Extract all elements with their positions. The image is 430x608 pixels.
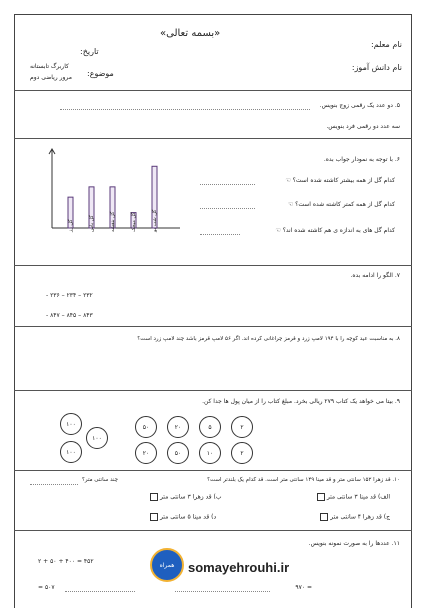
q10-option-c[interactable] xyxy=(318,513,390,521)
pointing-hand-icon: ☜ xyxy=(287,201,294,208)
coin-100[interactable]: ۱۰۰ xyxy=(60,413,82,435)
q11-item-2: ۹۷۰ = xyxy=(295,584,312,591)
coin-100[interactable]: ۱۰۰ xyxy=(60,441,82,463)
q10-option-d-label: د) قد مینا ۵ سانتی متر xyxy=(160,513,217,521)
coin-2[interactable]: ۲ xyxy=(231,416,253,438)
q6-answer-line-2 xyxy=(200,208,255,209)
q10-answer-line xyxy=(30,484,78,485)
site-url[interactable]: somayehrouhi.ir xyxy=(188,560,290,575)
q6-divider xyxy=(14,265,412,266)
coin-2[interactable]: ۲ xyxy=(231,442,253,464)
q10-divider xyxy=(14,530,412,531)
checkbox[interactable] xyxy=(317,493,325,501)
coin-10[interactable]: ۱۰ xyxy=(199,442,221,464)
pointing-hand-icon: ☜ xyxy=(285,177,291,184)
q8-divider xyxy=(14,390,412,391)
q10-option-b-label: ب) قد زهرا ۳ سانتی متر xyxy=(160,493,222,501)
subject-value-2: مرور ریاضی دوم xyxy=(30,74,72,81)
x-tick-label: گل شب بو xyxy=(152,209,158,232)
q5-answer-line1 xyxy=(60,109,310,110)
q10-option-b[interactable] xyxy=(148,493,222,501)
q5-divider xyxy=(14,138,412,139)
q10-option-a-label: الف) قد مینا ۳ سانتی متر xyxy=(326,493,390,501)
q7-divider xyxy=(14,326,412,327)
q6-item-2-text: کدام گل از همه کمتر کاشته شده است؟ xyxy=(295,201,395,208)
q6-title: ۶. با توجه به نمودار جواب بده. xyxy=(323,156,400,163)
q6-item-2 xyxy=(288,201,395,208)
x-tick-label: گل رز xyxy=(68,219,74,232)
q11-title: ۱۱. عددها را به صورت نمونه بنویس. xyxy=(308,540,400,547)
q6-item-3 xyxy=(275,227,395,234)
x-tick-label: گل بنفشه xyxy=(110,211,116,232)
page-title: «بسمه تعالی» xyxy=(160,28,221,39)
q9-divider xyxy=(14,470,412,471)
q5-line2: سه عدد دو رقمی فرد بنویس. xyxy=(326,123,400,130)
x-tick-label: گل میخک xyxy=(131,212,137,232)
q6-answer-line-3 xyxy=(200,234,240,235)
q6-item-1-text: کدام گل از همه بیشتر کاشته شده است؟ xyxy=(292,177,395,184)
q7-title: ۷. الگو را ادامه بده. xyxy=(350,272,400,279)
brand-logo-text: همراه xyxy=(159,561,175,569)
checkbox[interactable] xyxy=(150,493,158,501)
q10-line1: ۱۰. قد زهرا ۱۵۲ سانتی متر و قد مینا ۱۴۹ سانتی متر است. قد کدام یک بلندتر است؟ xyxy=(207,477,400,483)
q10-option-d[interactable] xyxy=(148,513,216,521)
pointing-hand-icon: ☜ xyxy=(275,227,281,234)
q6-answer-line-1 xyxy=(200,184,255,185)
brand-logo xyxy=(150,548,184,582)
q5-line1: ۵. دو عدد یک رقمی زوج بنویس. xyxy=(319,102,400,109)
x-tick-label: گل یاس xyxy=(89,215,95,232)
flower-bar-chart xyxy=(40,148,190,263)
header-divider xyxy=(14,90,412,91)
coin-50[interactable]: ۵۰ xyxy=(167,442,189,464)
q6-item-3-text: کدام گل های به اندازه ی هم کاشته شده اند؟ xyxy=(282,227,395,234)
coin-5[interactable]: ۵ xyxy=(199,416,221,438)
q11-item-3: ۵۰۷ = xyxy=(38,584,55,591)
teacher-name-label: نام معلم: xyxy=(371,40,402,49)
checkbox[interactable] xyxy=(150,513,158,521)
subject-value-1: کاربرگ تابستانه xyxy=(30,63,69,70)
q10-option-a[interactable] xyxy=(315,493,390,501)
q8-text: ۸. به مناسبت عید کوچه را با ۱۹۴ لامپ زرد و قرمز چراغانی کرده اند. اگر ۵۶ لامپ قرمز باشد چند لامپ زرد است؟ xyxy=(137,336,400,342)
q7-sequence-1: ۲۳۲ – ۲۳۴ – ۲۳۶ - xyxy=(46,292,93,299)
q6-item-1 xyxy=(285,177,395,184)
date-label: تاریخ: xyxy=(80,47,99,56)
checkbox[interactable] xyxy=(320,513,328,521)
q11-answer-line-3 xyxy=(65,591,135,592)
coin-50[interactable]: ۵۰ xyxy=(135,416,157,438)
coin-20[interactable]: ۲۰ xyxy=(135,442,157,464)
subject-label: موضوع: xyxy=(87,69,114,78)
q9-text: ۹. بیتا می خواهد یک کتاب ۲۷۹ ریالی بخرد. مبلغ کتاب را از میان پول ها جدا کن. xyxy=(202,398,400,405)
coin-20[interactable]: ۲۰ xyxy=(167,416,189,438)
q10-option-c-label: ج) قد زهرا ۴ سانتی متر xyxy=(330,513,390,521)
q7-sequence-2: ۸۴۳ – ۸۴۵ – ۸۴۷ - xyxy=(46,312,93,319)
student-name-label: نام دانش آموز: xyxy=(351,63,402,72)
coin-100[interactable]: ۱۰۰ xyxy=(86,427,108,449)
q11-example: ۴۵۲ = ۴۰۰ + ۵۰ + ۲ xyxy=(38,558,94,565)
q11-answer-line-2 xyxy=(175,591,270,592)
q10-line1-end: چند سانتی متر؟ xyxy=(82,477,119,483)
